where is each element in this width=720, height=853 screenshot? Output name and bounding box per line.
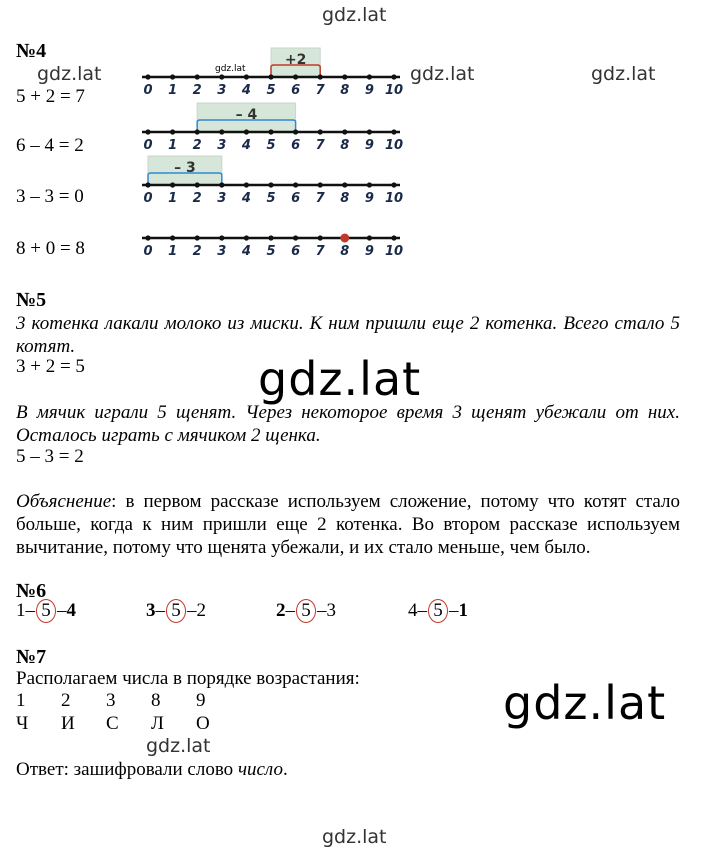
tick-label: 9 bbox=[364, 138, 374, 153]
tick-dot bbox=[268, 74, 273, 79]
circled-number: 5 bbox=[296, 599, 316, 623]
tick-dot bbox=[195, 182, 200, 187]
tick-dot bbox=[170, 235, 175, 240]
dash: – bbox=[187, 600, 197, 621]
jump-label: +2 bbox=[284, 52, 307, 68]
sequence-right: 2 bbox=[196, 600, 206, 621]
story-kittens: 3 котенка лакали молоко из миски. К ним пришли еще 2 котенка. Всего стало 5 котят. bbox=[16, 313, 680, 357]
number-cell: 8 bbox=[151, 690, 161, 711]
tick-label: 2 bbox=[192, 191, 202, 206]
tick-dot bbox=[195, 129, 200, 134]
watermark-large: gdz.lat bbox=[503, 676, 667, 730]
explanation-label: Объяснение bbox=[16, 491, 112, 512]
letter-cell: С bbox=[106, 713, 119, 734]
tick-label: 3 bbox=[217, 138, 227, 153]
circled-number: 5 bbox=[428, 599, 448, 623]
tick-label: 5 bbox=[266, 244, 276, 259]
number-line bbox=[142, 99, 404, 151]
equation: 5 + 2 = 7 bbox=[16, 86, 85, 107]
tick-dot bbox=[145, 74, 150, 79]
sequence-left: 1 bbox=[16, 600, 26, 621]
tick-dot bbox=[318, 74, 323, 79]
tick-dot bbox=[219, 74, 224, 79]
story-puppies: В мячик играли 5 щенят. Через некоторое время 3 щенят убежали от них. Осталось играть с мячиком 2 щенка. bbox=[16, 402, 680, 446]
numbers-row bbox=[16, 690, 241, 712]
dash: – bbox=[57, 600, 67, 621]
tick-label: 9 bbox=[364, 83, 374, 98]
explanation-text: : в первом рассказе используем сложение, потому что котят стало больше, когда к ним пришли еще 2 котенка. Во втором рассказе используем вычитание, потому что щенята убежали, и их стало меньше, чем было. bbox=[16, 491, 680, 558]
tick-dot bbox=[170, 129, 175, 134]
letter-cell: Ч bbox=[16, 713, 29, 734]
number-line-svg bbox=[142, 99, 404, 151]
tick-label: 6 bbox=[291, 244, 301, 259]
watermark: gdz.lat bbox=[146, 735, 211, 757]
tick-dot bbox=[145, 182, 150, 187]
explanation bbox=[16, 490, 680, 559]
tick-label: 8 bbox=[340, 244, 350, 259]
sequence-right: 1 bbox=[458, 600, 468, 621]
tick-dot bbox=[391, 74, 396, 79]
letter-cell: И bbox=[61, 713, 75, 734]
tick-label: 0 bbox=[143, 83, 153, 98]
tick-dot bbox=[367, 235, 372, 240]
sequence bbox=[276, 599, 336, 623]
tick-dot bbox=[293, 74, 298, 79]
tick-label: 0 bbox=[143, 244, 153, 259]
equation: 3 + 2 = 5 bbox=[16, 356, 85, 377]
dash: – bbox=[285, 600, 295, 621]
tick-dot bbox=[195, 74, 200, 79]
number-line bbox=[142, 205, 404, 257]
number-cell: 1 bbox=[16, 690, 26, 711]
tick-label: 2 bbox=[192, 138, 202, 153]
number-cell: 2 bbox=[61, 690, 71, 711]
number-line-svg bbox=[142, 44, 404, 96]
number-line bbox=[142, 44, 404, 96]
tick-dot bbox=[367, 129, 372, 134]
dash: – bbox=[317, 600, 327, 621]
tick-dot bbox=[195, 235, 200, 240]
sequence-left: 2 bbox=[276, 600, 286, 621]
tick-dot bbox=[268, 182, 273, 187]
equation: 3 – 3 = 0 bbox=[16, 186, 84, 207]
number-line-svg bbox=[142, 205, 404, 257]
equation: 8 + 0 = 8 bbox=[16, 238, 85, 259]
tick-label: 9 bbox=[364, 244, 374, 259]
exercise-6-title: №6 bbox=[16, 580, 47, 602]
watermark: gdz.lat bbox=[591, 63, 656, 85]
tick-label: 4 bbox=[241, 83, 251, 98]
sequence-right: 3 bbox=[326, 600, 336, 621]
jump-label: – 4 bbox=[235, 107, 258, 123]
tick-label: 4 bbox=[241, 138, 251, 153]
tick-label: 1 bbox=[168, 138, 178, 153]
equation: 5 – 3 = 2 bbox=[16, 446, 84, 467]
tick-dot bbox=[244, 129, 249, 134]
dash: – bbox=[417, 600, 427, 621]
tick-dot bbox=[391, 129, 396, 134]
tick-label: 10 bbox=[384, 191, 404, 206]
tick-label: 5 bbox=[266, 83, 276, 98]
tick-label: 8 bbox=[340, 138, 350, 153]
sequence bbox=[146, 599, 206, 623]
tick-dot bbox=[342, 129, 347, 134]
tick-dot bbox=[244, 74, 249, 79]
tick-label: 7 bbox=[315, 138, 325, 153]
tick-label: 5 bbox=[266, 138, 276, 153]
sequence-left: 3 bbox=[146, 600, 156, 621]
watermark-small: gdz.lat bbox=[215, 64, 246, 74]
tick-dot bbox=[268, 129, 273, 134]
tick-dot bbox=[293, 182, 298, 187]
answer-prefix: Ответ: зашифровали слово bbox=[16, 759, 238, 780]
answer-suffix: . bbox=[282, 759, 288, 780]
tick-label: 8 bbox=[340, 83, 350, 98]
watermark: gdz.lat bbox=[322, 826, 387, 848]
number-line bbox=[142, 152, 404, 204]
answer bbox=[16, 759, 288, 781]
tick-dot bbox=[219, 129, 224, 134]
marked-point bbox=[340, 234, 349, 243]
tick-label: 5 bbox=[266, 191, 276, 206]
dash: – bbox=[449, 600, 459, 621]
tick-label: 2 bbox=[192, 83, 202, 98]
tick-dot bbox=[170, 182, 175, 187]
exercise-4-title: №4 bbox=[16, 40, 47, 62]
tick-label: 1 bbox=[168, 191, 178, 206]
tick-dot bbox=[244, 182, 249, 187]
dash: – bbox=[155, 600, 165, 621]
number-cell: 9 bbox=[196, 690, 206, 711]
tick-dot bbox=[244, 235, 249, 240]
tick-dot bbox=[342, 74, 347, 79]
ex7-intro: Располагаем числа в порядке возрастания: bbox=[16, 668, 360, 689]
tick-dot bbox=[268, 235, 273, 240]
tick-label: 0 bbox=[143, 138, 153, 153]
sequence bbox=[16, 599, 76, 623]
tick-dot bbox=[318, 235, 323, 240]
tick-dot bbox=[318, 182, 323, 187]
equation: 6 – 4 = 2 bbox=[16, 135, 84, 156]
letters-row bbox=[16, 713, 241, 735]
tick-label: 1 bbox=[168, 244, 178, 259]
tick-dot bbox=[342, 182, 347, 187]
exercise-5-title: №5 bbox=[16, 289, 47, 311]
tick-label: 0 bbox=[143, 191, 153, 206]
tick-dot bbox=[293, 235, 298, 240]
tick-dot bbox=[219, 182, 224, 187]
tick-label: 7 bbox=[315, 191, 325, 206]
tick-label: 10 bbox=[384, 83, 404, 98]
tick-label: 6 bbox=[291, 191, 301, 206]
tick-dot bbox=[219, 235, 224, 240]
tick-dot bbox=[170, 74, 175, 79]
number-line-svg bbox=[142, 152, 404, 204]
tick-dot bbox=[293, 129, 298, 134]
tick-label: 3 bbox=[217, 191, 227, 206]
exercise-7-title: №7 bbox=[16, 646, 47, 668]
tick-label: 7 bbox=[315, 83, 325, 98]
jump-label: – 3 bbox=[174, 160, 196, 176]
dash: – bbox=[25, 600, 35, 621]
tick-label: 7 bbox=[315, 244, 325, 259]
tick-dot bbox=[367, 74, 372, 79]
tick-label: 10 bbox=[384, 138, 404, 153]
tick-dot bbox=[391, 235, 396, 240]
sequence bbox=[408, 599, 468, 623]
letter-cell: Л bbox=[151, 713, 164, 734]
tick-dot bbox=[145, 129, 150, 134]
tick-dot bbox=[145, 235, 150, 240]
tick-label: 3 bbox=[217, 83, 227, 98]
tick-dot bbox=[367, 182, 372, 187]
tick-label: 4 bbox=[241, 191, 251, 206]
number-cell: 3 bbox=[106, 690, 116, 711]
circled-number: 5 bbox=[36, 599, 56, 623]
tick-label: 6 bbox=[291, 138, 301, 153]
sequence-right: 4 bbox=[66, 600, 76, 621]
tick-label: 8 bbox=[340, 191, 350, 206]
tick-label: 9 bbox=[364, 191, 374, 206]
tick-label: 10 bbox=[384, 244, 404, 259]
tick-dot bbox=[391, 182, 396, 187]
tick-label: 1 bbox=[168, 83, 178, 98]
sequence-left: 4 bbox=[408, 600, 418, 621]
tick-label: 6 bbox=[291, 83, 301, 98]
watermark-large: gdz.lat bbox=[258, 352, 422, 406]
tick-label: 3 bbox=[217, 244, 227, 259]
watermark: gdz.lat bbox=[322, 4, 387, 26]
tick-label: 4 bbox=[241, 244, 251, 259]
tick-label: 2 bbox=[192, 244, 202, 259]
answer-word: число bbox=[237, 759, 283, 780]
tick-dot bbox=[318, 129, 323, 134]
letter-cell: О bbox=[196, 713, 210, 734]
watermark: gdz.lat bbox=[37, 63, 102, 85]
watermark: gdz.lat bbox=[410, 63, 475, 85]
circled-number: 5 bbox=[166, 599, 186, 623]
